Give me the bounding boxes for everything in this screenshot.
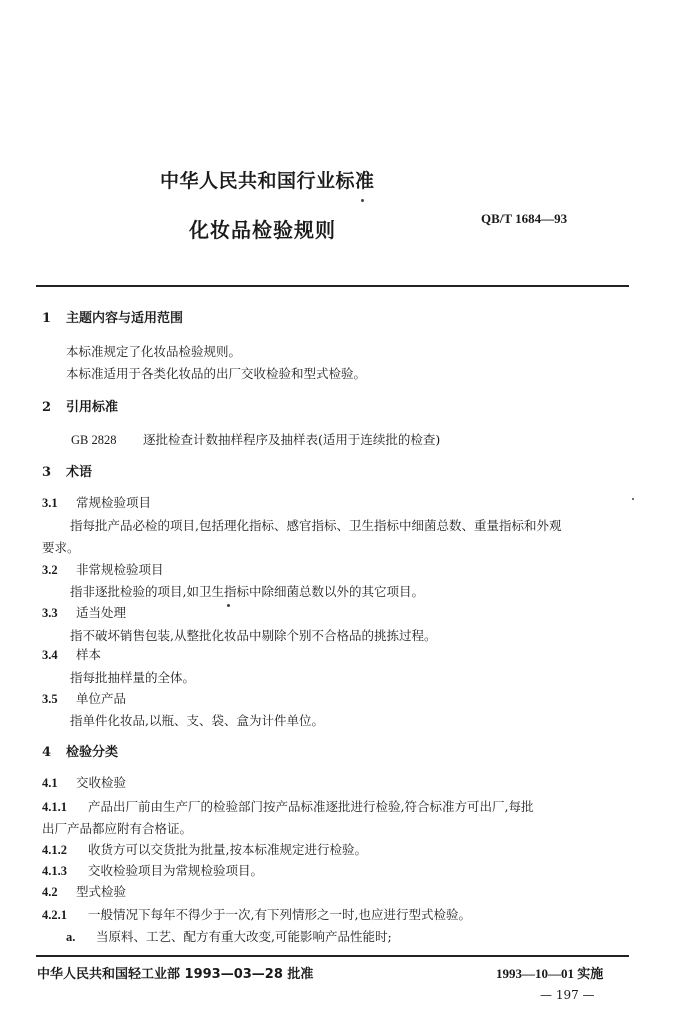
section-4-heading: [42, 741, 118, 760]
clause-text: 收货方可以交货批为批量,按本标准规定进行检验。: [88, 842, 367, 857]
term-title: 样本: [76, 647, 102, 662]
term-number: 3.1: [42, 496, 58, 510]
term-number: 3.3: [42, 606, 58, 620]
reference-code: GB 2828: [71, 433, 117, 447]
section-title: 引用标准: [66, 400, 119, 415]
section-number: 1: [42, 311, 52, 326]
clause-4-2-1: [42, 905, 471, 923]
term-definition: 指单件化妆品,以瓶、支、袋、盒为计件单位。: [70, 713, 324, 728]
term-number: 3.5: [42, 692, 58, 706]
term-definition: 指每批抽样量的全体。: [70, 670, 196, 685]
section-number: 4: [42, 745, 52, 760]
section-title: 术语: [66, 465, 93, 480]
reference-title: 逐批检查计数抽样程序及抽样表(适用于连续批的检查): [143, 432, 441, 447]
section-title: 主题内容与适用范围: [66, 311, 184, 326]
clause-number: 4.2.1: [42, 908, 67, 922]
approval-line: 中华人民共和国轻工业部 1993—03—28 批准: [37, 967, 314, 982]
clause-4-1-2: [42, 840, 367, 858]
section-3-heading: [42, 461, 92, 480]
term-3-5: [42, 689, 126, 707]
term-3-4: [42, 645, 101, 663]
clause-title: 交收检验: [76, 775, 127, 790]
list-item-a: [66, 927, 392, 945]
scan-speck: [361, 199, 364, 202]
section-title: 检验分类: [66, 745, 119, 760]
org-title: 中华人民共和国行业标准: [160, 170, 375, 192]
section-number: 3: [42, 465, 52, 480]
term-title: 非常规检验项目: [76, 562, 164, 577]
term-3-1: [42, 493, 151, 511]
paragraph: 本标准规定了化妆品检验规则。: [66, 344, 242, 359]
clause-text-continued: 出厂产品都应附有合格证。: [42, 821, 193, 836]
term-definition-continued: 要求。: [42, 540, 80, 555]
term-title: 单位产品: [76, 691, 127, 706]
list-item-text: 当原料、工艺、配方有重大改变,可能影响产品性能时;: [96, 929, 392, 944]
term-number: 3.2: [42, 563, 58, 577]
header-divider: [36, 285, 629, 287]
clause-4-1: [42, 773, 126, 791]
term-3-3: [42, 603, 126, 621]
term-definition: 指非逐批检验的项目,如卫生指标中除细菌总数以外的其它项目。: [70, 584, 424, 599]
clause-text: 交收检验项目为常规检验项目。: [88, 863, 264, 878]
footer-divider: [36, 955, 629, 957]
term-title: 适当处理: [76, 605, 127, 620]
clause-text: 一般情况下每年不得少于一次,有下列情形之一时,也应进行型式检验。: [88, 907, 471, 922]
section-2-heading: [42, 396, 118, 415]
scan-speck: [227, 604, 230, 607]
section-1-heading: [42, 307, 183, 326]
section-number: 2: [42, 400, 52, 415]
clause-4-1-1: [42, 797, 533, 815]
document-title: 化妆品检验规则: [189, 218, 336, 242]
term-definition: 指每批产品必检的项目,包括理化指标、感官指标、卫生指标中细菌总数、重量指标和外观: [70, 518, 562, 533]
clause-text: 产品出厂前由生产厂的检验部门按产品标准逐批进行检验,符合标准方可出厂,每批: [88, 799, 534, 814]
reference-item: [71, 430, 440, 448]
clause-4-1-3: [42, 861, 263, 879]
clause-number: 4.1.3: [42, 864, 67, 878]
term-3-2: [42, 560, 164, 578]
term-number: 3.4: [42, 648, 58, 662]
clause-4-2: [42, 882, 126, 900]
standard-number: QB/T 1684—93: [481, 211, 568, 226]
clause-number: 4.1: [42, 776, 58, 790]
term-title: 常规检验项目: [76, 495, 152, 510]
clause-number: 4.2: [42, 885, 58, 899]
clause-title: 型式检验: [76, 884, 127, 899]
clause-number: 4.1.1: [42, 800, 67, 814]
list-marker: a.: [66, 930, 76, 944]
term-definition: 指不破坏销售包装,从整批化妆品中剔除个别不合格品的挑拣过程。: [70, 628, 437, 643]
paragraph: 本标准适用于各类化妆品的出厂交收检验和型式检验。: [66, 366, 367, 381]
scan-speck: [632, 498, 634, 500]
clause-number: 4.1.2: [42, 843, 67, 857]
page-number: — 197 —: [540, 988, 595, 1002]
effective-date: 1993—10—01 实施: [496, 966, 604, 981]
